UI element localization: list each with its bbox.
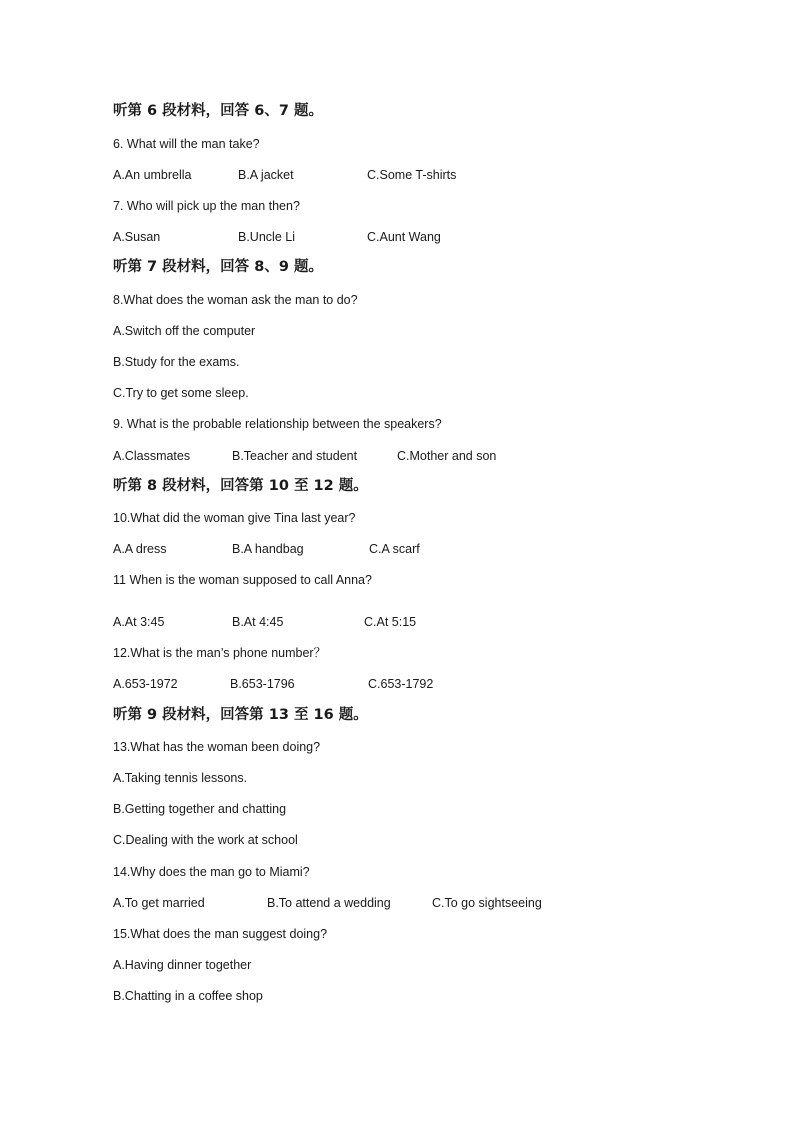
- q10-option-b: B.A handbag: [232, 542, 304, 556]
- question-13: 13.What has the woman been doing?: [113, 740, 321, 754]
- q7-option-b: B.Uncle Li: [238, 230, 295, 244]
- q9-option-b: B.Teacher and student: [232, 449, 358, 463]
- q15-option-a: A.Having dinner together: [113, 958, 252, 972]
- q14-option-c: C.To go sightseeing: [432, 896, 542, 910]
- section-heading-10-12: 听第 8 段材料，回答第 10 至 12 题。: [113, 478, 368, 494]
- q12-option-c: C.653-1792: [368, 677, 434, 691]
- q13-option-a: A.Taking tennis lessons.: [113, 771, 248, 785]
- q13-option-c: C.Dealing with the work at school: [113, 833, 298, 847]
- q12-option-a: A.653-1972: [113, 677, 178, 691]
- section-heading-8-9: 听第 7 段材料，回答 8、9 题。: [113, 259, 323, 275]
- q8-option-b: B.Study for the exams.: [113, 355, 240, 369]
- q10-option-c: C.A scarf: [369, 542, 420, 556]
- q9-option-c: C.Mother and son: [397, 449, 497, 463]
- q12-option-b: B.653-1796: [230, 677, 295, 691]
- q14-option-a: A.To get married: [113, 896, 205, 910]
- q8-option-c: C.Try to get some sleep.: [113, 386, 249, 400]
- question-12: 12.What is the man’s phone number？: [113, 646, 327, 660]
- question-6: 6. What will the man take?: [113, 137, 260, 151]
- q6-option-a: A.An umbrella: [113, 168, 192, 182]
- q9-option-a: A.Classmates: [113, 449, 191, 463]
- question-15: 15.What does the man suggest doing?: [113, 927, 328, 941]
- q7-option-c: C.Aunt Wang: [367, 230, 441, 244]
- question-7: 7. Who will pick up the man then?: [113, 199, 300, 213]
- q11-option-b: B.At 4:45: [232, 615, 284, 629]
- q11-option-c: C.At 5:15: [364, 615, 417, 629]
- q7-option-a: A.Susan: [113, 230, 161, 244]
- q15-option-b: B.Chatting in a coffee shop: [113, 989, 263, 1003]
- question-8: 8.What does the woman ask the man to do?: [113, 293, 358, 307]
- q14-option-b: B.To attend a wedding: [267, 896, 391, 910]
- section-heading-6-7: 听第 6 段材料，回答 6、7 题。: [113, 103, 323, 119]
- q11-option-a: A.At 3:45: [113, 615, 165, 629]
- q8-option-a: A.Switch off the computer: [113, 324, 256, 338]
- q6-option-b: B.A jacket: [238, 168, 294, 182]
- question-11: 11 When is the woman supposed to call Anna?: [113, 573, 372, 587]
- question-14: 14.Why does the man go to Miami?: [113, 865, 310, 879]
- section-heading-13-16: 听第 9 段材料，回答第 13 至 16 题。: [113, 707, 368, 723]
- question-9: 9. What is the probable relationship between the speakers?: [113, 417, 442, 431]
- q10-option-a: A.A dress: [113, 542, 167, 556]
- q13-option-b: B.Getting together and chatting: [113, 802, 287, 816]
- q6-option-c: C.Some T-shirts: [367, 168, 457, 182]
- question-10: 10.What did the woman give Tina last year?: [113, 511, 356, 525]
